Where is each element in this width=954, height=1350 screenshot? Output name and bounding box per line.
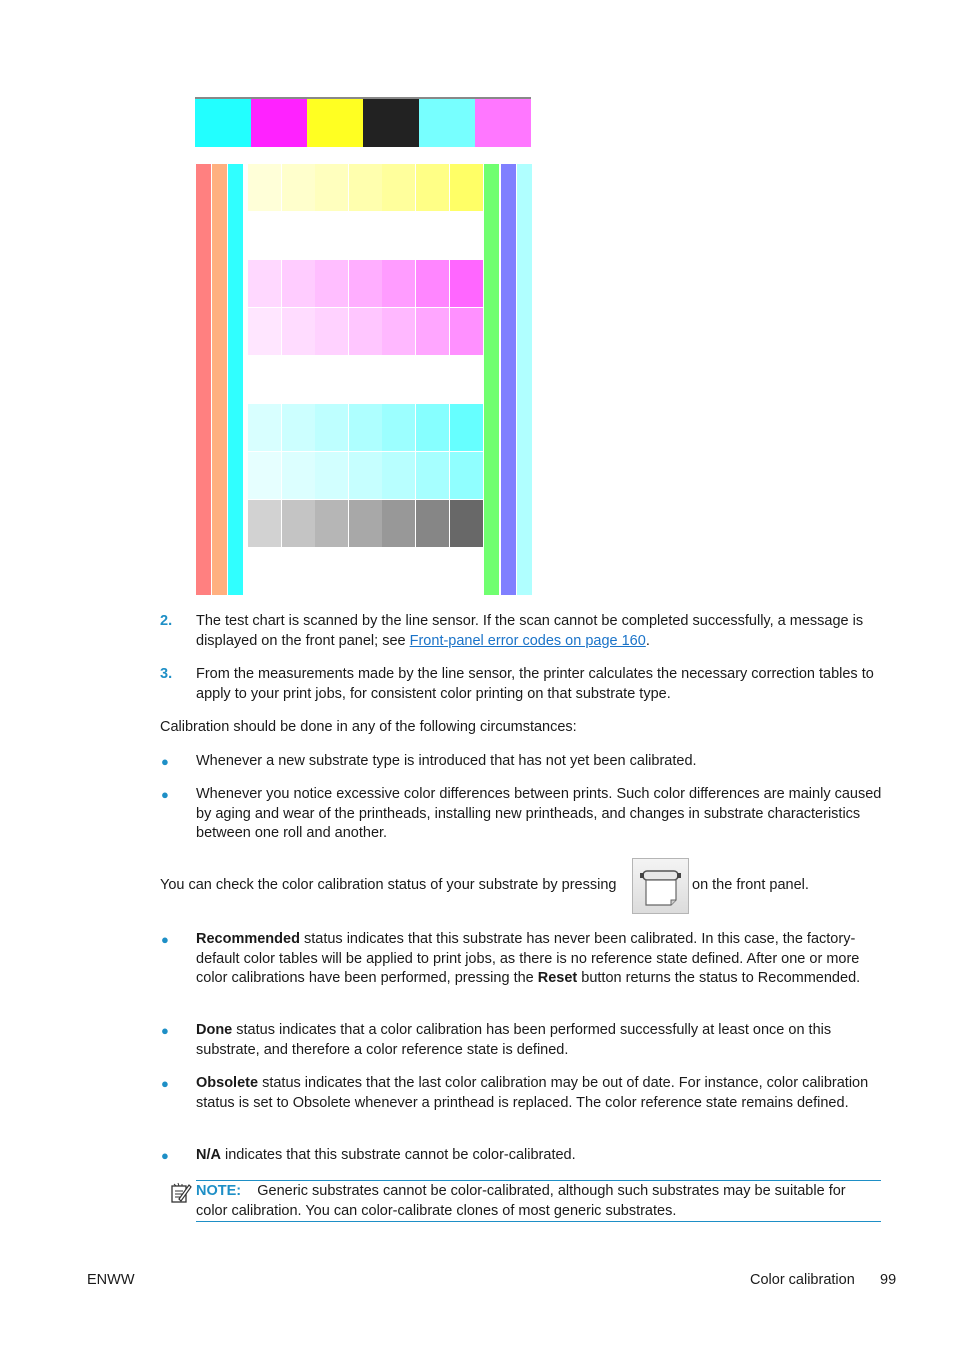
color-patch [416, 260, 449, 307]
note-icon [170, 1182, 192, 1204]
status-recommended [196, 930, 886, 989]
color-patch [315, 500, 348, 547]
bullet-icon: ● [161, 754, 169, 769]
color-patch [416, 452, 449, 499]
substrate-status-button[interactable] [632, 858, 689, 914]
reset-term: Reset [537, 970, 578, 986]
calibration-test-chart [195, 97, 531, 597]
status-na [196, 1146, 886, 1166]
left-color-bar [228, 164, 243, 595]
color-patch [349, 404, 382, 451]
color-patch [282, 260, 315, 307]
color-patch [282, 452, 315, 499]
note-label: NOTE: [196, 1183, 242, 1199]
right-color-bar [517, 164, 532, 595]
step-2-text-end: . [645, 632, 650, 649]
front-panel-error-codes-link[interactable]: Front-panel error codes on page 160 [409, 632, 646, 649]
color-patch [382, 500, 415, 547]
status-description: status indicates that a color calibration has been performed successfully at least once on this substrate, and therefore a color reference state is defined. [196, 1022, 832, 1058]
footer-left: ENWW [87, 1272, 135, 1288]
step-number: 3. [160, 666, 173, 682]
circumstances-intro: Calibration should be done in any of the following circumstances: [160, 719, 577, 735]
step-2-text-start: The test chart is scanned by the line sensor. If the scan cannot be completed successfully, a message is displayed on the front panel; see [196, 613, 864, 649]
color-patch [450, 308, 483, 355]
color-patch [382, 260, 415, 307]
color-patch [282, 308, 315, 355]
step-2-text [196, 612, 886, 651]
right-color-bar [484, 164, 499, 595]
color-patch [248, 452, 281, 499]
right-color-bar [501, 164, 516, 595]
color-patch [450, 164, 483, 211]
color-patch [382, 308, 415, 355]
color-patch [349, 452, 382, 499]
color-patch [248, 164, 281, 211]
color-patch [248, 308, 281, 355]
step-3-text: From the measurements made by the line sensor, the printer calculates the necessary correction tables to apply to your print jobs, for consistent color printing on that substrate type. [196, 666, 874, 702]
top-color-strip [251, 99, 307, 147]
top-color-strip [419, 99, 475, 147]
status-term: N/A [196, 1147, 221, 1163]
color-patch [315, 452, 348, 499]
footer-section: Color calibration [750, 1272, 855, 1288]
top-color-strip [195, 99, 251, 147]
color-patch [382, 164, 415, 211]
color-patch [282, 164, 315, 211]
page-number: 99 [880, 1272, 897, 1288]
status-done [196, 1021, 886, 1060]
left-color-bar [212, 164, 227, 595]
circumstance-item: Whenever a new substrate type is introduced that has not yet been calibrated. [196, 753, 697, 769]
note-body: Generic substrates cannot be color-calibrated, although such substrates may be suitable for color calibration. You can color-calibrate clones of most generic substrates. [196, 1183, 846, 1219]
left-color-bar [196, 164, 211, 595]
bullet-icon: ● [161, 932, 169, 947]
color-patch [349, 308, 382, 355]
color-patch [416, 164, 449, 211]
status-description: status indicates that this substrate has never been calibrated. In this case, the factory-default color tables will be applied to print jobs, as there is no reference state defined. After one or more color calibrations have been performed, pressing the [196, 931, 860, 986]
note-box [196, 1180, 881, 1222]
color-patch [416, 308, 449, 355]
status-term: Obsolete [196, 1075, 259, 1091]
substrate-roll-icon [633, 859, 688, 913]
circumstance-item: Whenever you notice excessive color differences between prints. Such color differences are mainly caused by aging and wear of the printheads, installing new printheads, and changes in substrate characteristics between one roll and another. [196, 786, 882, 841]
bullet-icon: ● [161, 1076, 169, 1091]
status-description-end: button returns the status to Recommended. [577, 970, 861, 986]
color-patch [450, 452, 483, 499]
top-color-strip [307, 99, 363, 147]
status-description: status indicates that the last color calibration may be out of date. For instance, color calibration status is set to Obsolete whenever a printhead is replaced. The color reference state remains defined. [196, 1075, 869, 1111]
color-patch [315, 308, 348, 355]
check-status-text-end: on the front panel. [692, 877, 809, 893]
color-patch [416, 500, 449, 547]
top-color-strip [475, 99, 531, 147]
color-patch [282, 500, 315, 547]
color-patch [382, 452, 415, 499]
color-patch [450, 500, 483, 547]
color-patch [315, 164, 348, 211]
bullet-icon: ● [161, 1023, 169, 1038]
color-patch [349, 164, 382, 211]
color-patch [349, 260, 382, 307]
bullet-icon: ● [161, 1148, 169, 1163]
color-patch [416, 404, 449, 451]
color-patch [248, 500, 281, 547]
color-patch [315, 260, 348, 307]
color-patch [248, 260, 281, 307]
color-patch [450, 260, 483, 307]
color-patch [315, 404, 348, 451]
check-status-text: You can check the color calibration status of your substrate by pressing [160, 877, 617, 893]
color-patch [450, 404, 483, 451]
color-patch [248, 404, 281, 451]
status-description: indicates that this substrate cannot be color-calibrated. [220, 1147, 576, 1163]
step-number: 2. [160, 613, 173, 629]
note-text [196, 1182, 881, 1221]
color-patch [282, 404, 315, 451]
top-color-strip [363, 99, 419, 147]
status-term: Recommended [196, 931, 300, 947]
bullet-icon: ● [161, 787, 169, 802]
status-term: Done [196, 1022, 233, 1038]
color-patch [349, 500, 382, 547]
color-patch [382, 404, 415, 451]
status-obsolete [196, 1074, 886, 1113]
